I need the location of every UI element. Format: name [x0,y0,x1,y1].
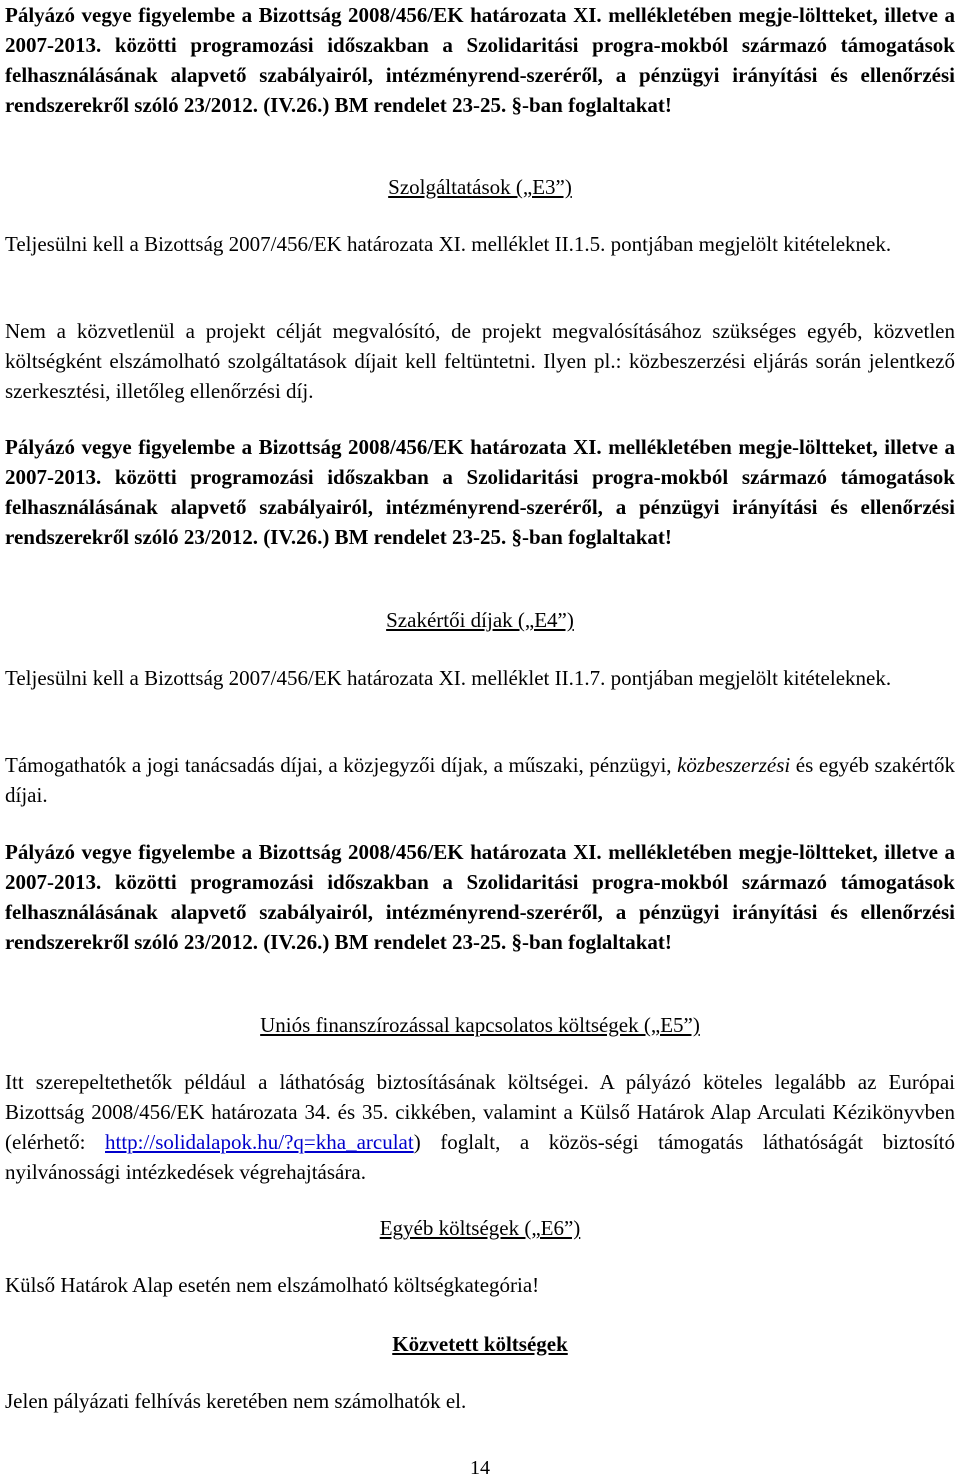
notice-paragraph-2: Pályázó vegye figyelembe a Bizottság 2008/456/EK határozata XI. mellékletében megje-löltteket, illetve a 2007-2013. közötti programozási időszakban a Szolidaritási progra-mokból származó támogatások felhasználásának alapvető szabályairól, intézményrend-szeréről, a pénzügyi irányítási és ellenőrzési rendszerekről szóló 23/2012. (IV.26.) BM rendelet 23-25. §-ban foglaltakat! [5,435,955,549]
e3-paragraph-1: Teljesülni kell a Bizottság 2007/456/EK határozata XI. melléklet II.1.5. pontjában megjelölt kitételeknek. [5,232,892,256]
e4-paragraph-2-text-a: Támogathatók a jogi tanácsadás díjai, a közjegyzői díjak, a műszaki, pénzügyi, [5,753,678,777]
section-title-e5 [5,1010,955,1040]
e6-paragraph-1: Külső Határok Alap esetén nem elszámolható költségkategória! [5,1273,540,1297]
section-title-e3 [5,172,955,202]
section-title-e3-text: Szolgáltatások („E3”) [388,175,572,199]
e4-paragraph-1: Teljesülni kell a Bizottság 2007/456/EK határozata XI. melléklet II.1.7. pontjában megjelölt kitételeknek. [5,666,892,690]
section-title-indirect [5,1329,955,1359]
e4-paragraph-2-text-b: és egyéb szakértők díjai. [5,753,955,807]
e5-paragraph-1-text-b: ) foglalt, a közös-ségi támogatás láthatóságát biztosító nyilvánossági intézkedések végrehajtására. [5,1130,955,1184]
section-title-e5-text: Uniós finanszírozással kapcsolatos költségek („E5”) [260,1013,700,1037]
e4-paragraph-2-emphasis: közbeszerzési [677,753,791,777]
indirect-paragraph-1: Jelen pályázati felhívás keretében nem számolhatók el. [5,1389,467,1413]
notice-paragraph-3: Pályázó vegye figyelembe a Bizottság 2008/456/EK határozata XI. mellékletében megje-löltteket, illetve a 2007-2013. közötti programozási időszakban a Szolidaritási progra-mokból származó támogatások felhasználásának alapvető szabályairól, intézményrend-szeréről, a pénzügyi irányítási és ellenőrzési rendszerekről szóló 23/2012. (IV.26.) BM rendelet 23-25. §-ban foglaltakat! [5,840,955,954]
section-title-indirect-text: Közvetett költségek [392,1332,568,1356]
section-title-e4 [5,605,955,635]
notice-paragraph-1: Pályázó vegye figyelembe a Bizottság 2008/456/EK határozata XI. mellékletében megje-löltteket, illetve a 2007-2013. közötti programozási időszakban a Szolidaritási progra-mokból származó támogatások felhasználásának alapvető szabályairól, intézményrend-szeréről, a pénzügyi irányítási és ellenőrzési rendszerekről szóló 23/2012. (IV.26.) BM rendelet 23-25. §-ban foglaltakat! [5,3,955,117]
arculat-link[interactable]: http://solidalapok.hu/?q=kha_arculat [105,1130,414,1154]
e3-paragraph-2: Nem a közvetlenül a projekt célját megvalósító, de projekt megvalósításához szükséges egyéb, közvetlen költségként elszámolható szolgáltatások díjait kell feltüntetni. Ilyen pl.: közbeszerzési eljárás során jelentkező szerkesztési, illetőleg ellenőrzési díj. [5,319,955,403]
page-number: 14 [470,1457,490,1479]
e5-paragraph-1 [5,1067,955,1187]
section-title-e6-text: Egyéb költségek („E6”) [379,1216,581,1240]
section-title-e6 [5,1213,955,1243]
e5-paragraph-1-text-a: Itt szerepeltethetők például a láthatóság biztosításának költségei. A pályázó köteles legalább az Európai Bizottság 2008/456/EK határozata 34. és 35. cikkében, valamint a Külső Határok Alap Arculati Kézikönyvben (elérhető: [5,1070,955,1154]
section-title-e4-text: Szakértői díjak („E4”) [386,608,574,632]
e4-paragraph-2 [5,750,955,810]
